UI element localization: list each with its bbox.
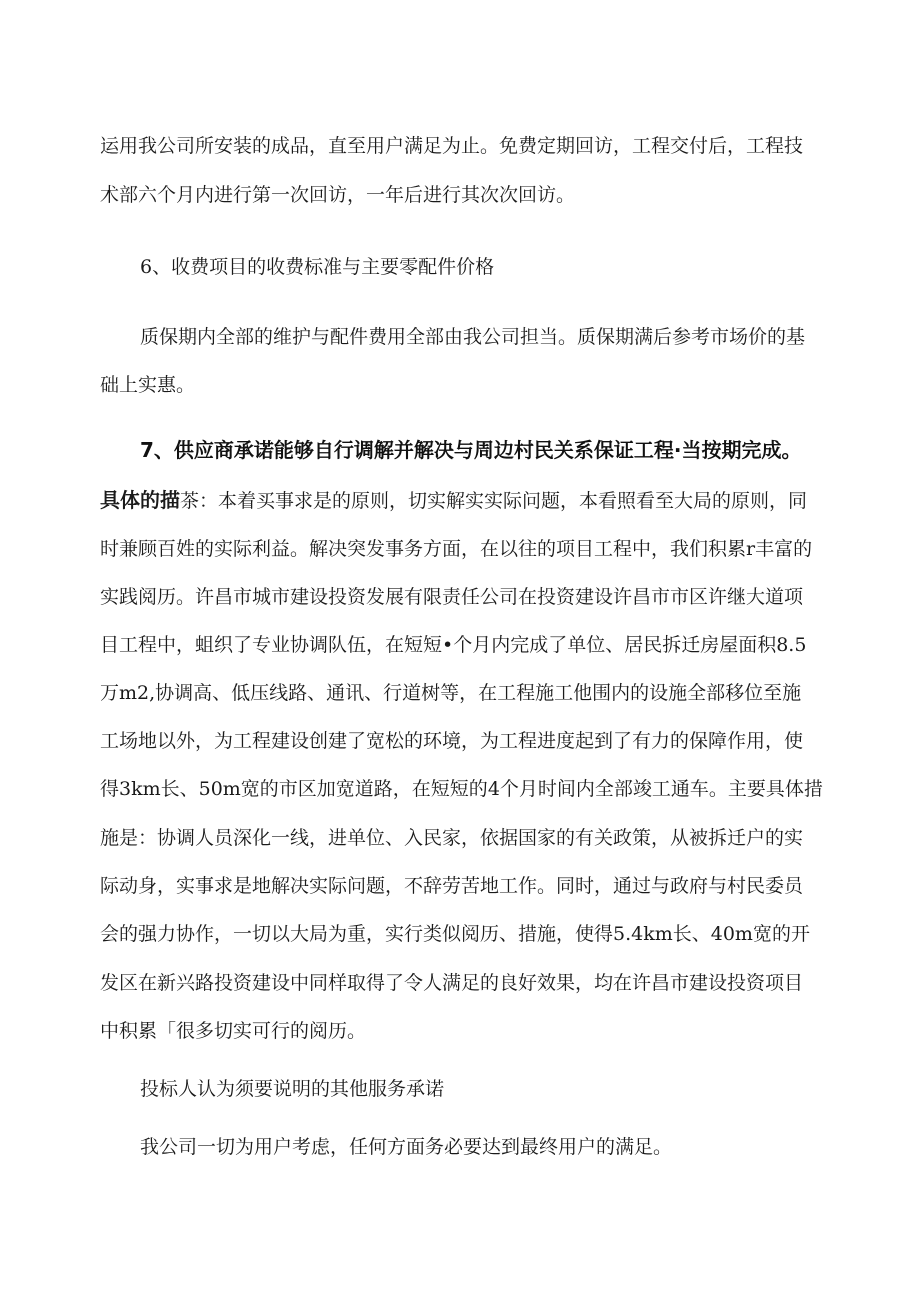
paragraph-3-line-7: 得3km长、50m宽的市区加宽道路，在短短的4个月时间内全部竣工通车。主要具体措 [100,778,823,800]
paragraph-3-line-1-rest: 茶：本着买事求是的原则，切实解实实际问题，本看照看至大局的原则，同 [180,490,808,512]
paragraph-2-line-1: 质保期内全部的维护与配件费用全部由我公司担当。质保期满后参考市场价的基 [140,326,806,348]
paragraph-3-line-4: 目工程中，蛆织了专业协调队伍，在短短•个月内完成了单位、居民拆迁房屋面积8.5 [100,634,807,656]
paragraph-3-line-9: 际动身，实事求是地解决实际问题，不辞劳苦地工作。同时，通过与政府与村民委员 [100,875,804,897]
paragraph-1-line-2: 术部六个月内进行第一次回访，一年后进行其次次回访。 [100,184,576,206]
paragraph-3-line-2: 时兼顾百姓的实际利益。解决突发事务方面，在以往的项目工程中，我们积累r丰富的 [100,538,813,560]
paragraph-3-line-11: 发区在新兴路投资建设中同样取得了令人满足的良好效果，均在许昌市建设投资项目 [100,972,804,994]
paragraph-3-line-12: 中积累「很多切实可行的阅历。 [100,1020,367,1042]
paragraph-4: 我公司一切为用户考虑，任何方面务必要达到最终用户的满足。 [140,1136,673,1158]
paragraph-3-line-5: 万m2,协调高、低压线路、通讯、行道树等，在工程施工他围内的设施全部移位至施 [100,682,802,704]
paragraph-1-line-1: 运用我公司所安装的成品，直至用户满足为止。免费定期回访，工程交付后，工程技 [100,135,804,157]
section-7-heading: 7、供应商承诺能够自行调解并解决与周边村民关系保证工程·当按期完成。 [140,438,802,462]
paragraph-3-line-1 [100,488,807,513]
paragraph-3-line-8: 施是：协调人员深化一线，进单位、入民家，依据国家的有关政策，从被拆迁户的实 [100,827,804,849]
paragraph-3-line-3: 实践阅历。许昌市城市建设投资发展有限责任公司在投资建设许昌市市区许继大道项 [100,586,804,608]
section-6-heading: 6、收费项目的收费标准与主要零配件价格 [140,256,495,278]
paragraph-3-line-10: 会的强力协作，一切以大局为重，实行类似阅历、措施，使得5.4km长、40m宽的开 [100,923,810,945]
section-8-heading: 投标人认为须要说明的其他服务承诺 [140,1078,445,1100]
paragraph-2-line-2: 础上实惠。 [100,374,196,396]
paragraph-3-line-6: 工场地以外，为工程建设创建了宽松的环境，为工程进度起到了有力的保障作用，使 [100,730,804,752]
paragraph-3-lead-bold: 具体的描 [100,488,180,512]
